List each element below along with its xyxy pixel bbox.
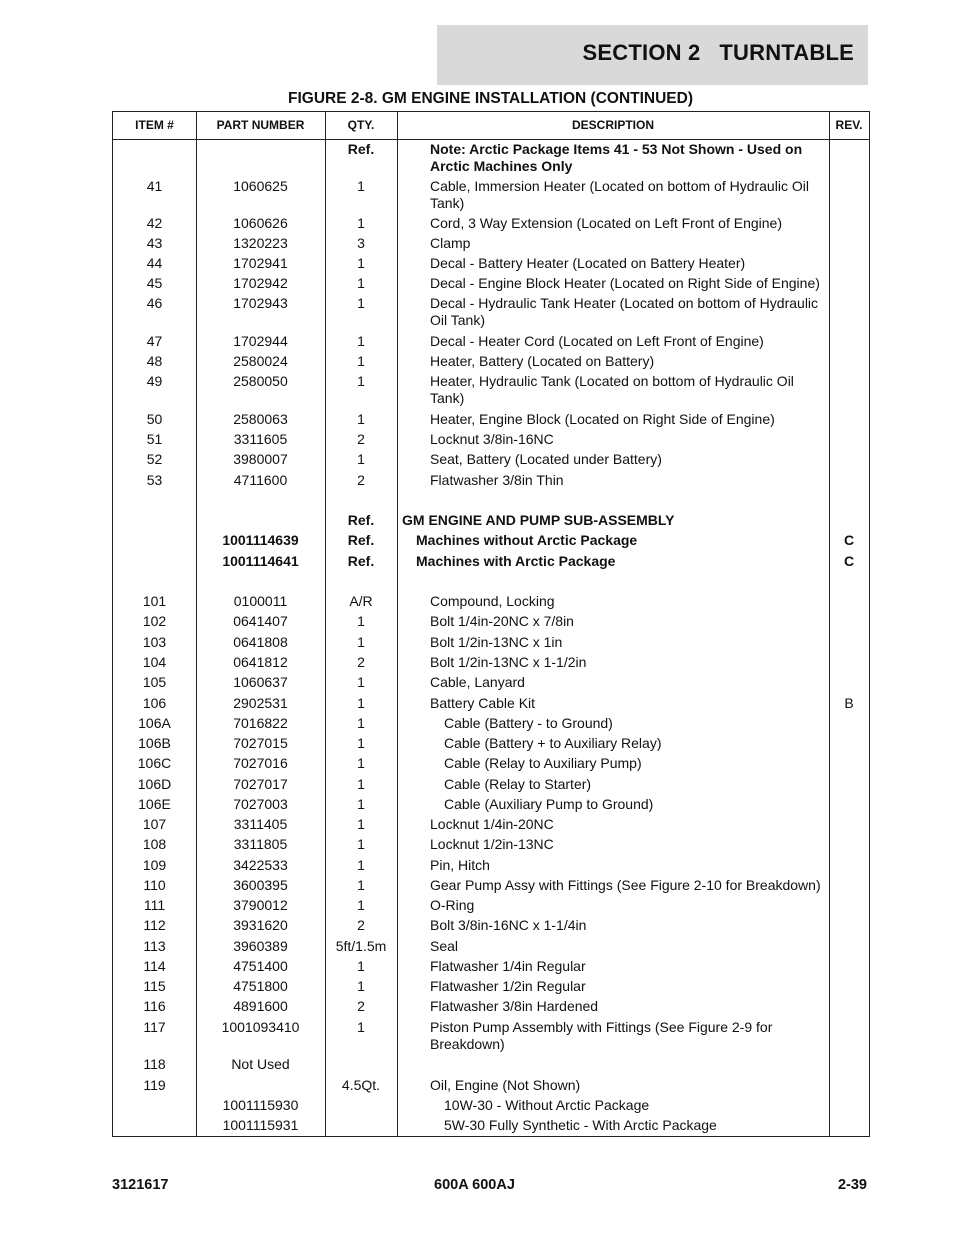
part-number-cell: 7027003 (233, 796, 288, 812)
quantity-cell: Ref. (347, 141, 375, 157)
quantity-cell: 1 (357, 857, 365, 873)
quantity-cell: 2 (357, 917, 365, 933)
description-cell: Cable (Relay to Starter) (444, 776, 592, 792)
description-cell: Machines without Arctic Package (416, 532, 638, 548)
description-cell: Heater, Battery (Located on Battery) (430, 353, 655, 369)
item-number-cell: 119 (143, 1077, 166, 1093)
item-number-cell: 44 (146, 255, 163, 271)
item-number-cell: 113 (143, 938, 166, 954)
item-number-cell: 109 (142, 857, 167, 873)
item-number-cell: 41 (146, 178, 163, 194)
part-number-cell: 7027015 (233, 735, 288, 751)
quantity-cell: 1 (357, 613, 365, 629)
part-number-cell: 1702943 (233, 295, 288, 311)
quantity-cell: 1 (357, 634, 365, 650)
item-number-cell: 107 (142, 816, 167, 832)
quantity-cell: 1 (357, 295, 365, 311)
item-number-cell: 110 (143, 877, 166, 893)
quantity-cell: 1 (357, 776, 365, 792)
part-number-cell: 2902531 (233, 695, 288, 711)
description-cell: Decal - Engine Block Heater (Located on Right Side of Engine) (430, 275, 820, 291)
part-number-cell: 1001115931 (222, 1117, 299, 1133)
item-number-cell: 106D (137, 776, 172, 792)
section-title: SECTION 2 TURNTABLE (582, 40, 854, 65)
description-cell: Bolt 1/2in-13NC x 1-1/2in (430, 654, 587, 670)
part-number-cell: 7027017 (233, 776, 288, 792)
quantity-cell: 4.5Qt. (341, 1077, 381, 1093)
item-number-cell: 102 (142, 613, 167, 629)
quantity-cell: 5ft/1.5m (335, 938, 387, 954)
description-cell: Bolt 1/4in-20NC x 7/8in (430, 613, 574, 629)
section-header (437, 25, 868, 85)
description-cell: Seal (430, 938, 459, 954)
part-number-cell: 1060626 (233, 215, 288, 231)
part-number-cell: 3600395 (233, 877, 288, 893)
item-number-cell: 52 (146, 451, 163, 467)
revision-cell: C (843, 532, 855, 548)
quantity-cell: 2 (357, 472, 365, 488)
item-number-cell: 115 (143, 978, 166, 994)
part-number-cell: 3422533 (233, 857, 288, 873)
item-number-cell: 106E (138, 796, 171, 812)
quantity-cell: Ref. (347, 553, 375, 569)
column-divider (829, 112, 830, 1136)
description-cell: Compound, Locking (430, 593, 555, 609)
item-number-cell: 53 (146, 472, 163, 488)
item-number-cell: 46 (146, 295, 163, 311)
item-number-cell: 43 (146, 235, 163, 251)
part-number-cell: 3931620 (233, 917, 288, 933)
quantity-cell: 2 (357, 654, 365, 670)
footer-doc-number: 3121617 (112, 1177, 169, 1193)
description-cell: Heater, Hydraulic Tank (Located on bottom of Hydraulic Oil Tank) (430, 373, 794, 406)
description-cell: Seat, Battery (Located under Battery) (430, 451, 662, 467)
description-cell: Piston Pump Assembly with Fittings (See Figure 2-9 for Breakdown) (430, 1019, 773, 1052)
part-number-cell: 4891600 (233, 998, 288, 1014)
description-cell: Locknut 1/2in-13NC (430, 836, 554, 852)
description-cell: Decal - Hydraulic Tank Heater (Located on bottom of Hydraulic Oil Tank) (430, 295, 819, 328)
part-number-cell: 1001115930 (222, 1097, 299, 1113)
part-number-cell: 3790012 (233, 897, 288, 913)
item-number-cell: 101 (142, 593, 167, 609)
part-number-cell: 2580024 (233, 353, 288, 369)
header-divider (113, 139, 869, 140)
part-number-cell: 1702942 (233, 275, 288, 291)
part-number-cell: 0641808 (233, 634, 288, 650)
header-rev: REV. (835, 118, 863, 132)
description-cell: Clamp (430, 235, 471, 251)
revision-cell: B (844, 695, 854, 711)
quantity-cell: 1 (357, 411, 365, 427)
part-number-cell: 7016822 (233, 715, 288, 731)
footer-model: 600A 600AJ (434, 1177, 515, 1193)
header-description: DESCRIPTION (571, 118, 654, 132)
part-number-cell: 1320223 (233, 235, 288, 251)
item-number-cell: 106 (142, 695, 167, 711)
description-cell: Bolt 3/8in-16NC x 1-1/4in (430, 917, 587, 933)
parts-table (112, 111, 870, 1137)
item-number-cell: 47 (146, 333, 163, 349)
quantity-cell: 1 (357, 451, 365, 467)
part-number-cell: 2580050 (233, 373, 288, 389)
quantity-cell: 1 (357, 836, 365, 852)
part-number-cell: 1001114641 (222, 553, 299, 569)
description-cell: Flatwasher 3/8in Hardened (430, 998, 599, 1014)
description-cell: Cable (Relay to Auxiliary Pump) (444, 755, 642, 771)
quantity-cell: 1 (357, 333, 365, 349)
part-number-cell: 3311405 (233, 816, 288, 832)
item-number-cell: 50 (146, 411, 163, 427)
item-number-cell: 116 (143, 998, 166, 1014)
description-cell: Flatwasher 1/2in Regular (430, 978, 586, 994)
description-cell: O-Ring (430, 897, 475, 913)
description-cell: Machines with Arctic Package (416, 553, 616, 569)
header-item: ITEM # (135, 118, 174, 132)
part-number-cell: 7027016 (233, 755, 288, 771)
description-cell: Cable, Lanyard (430, 674, 525, 690)
part-number-cell: 0641407 (233, 613, 288, 629)
item-number-cell: 42 (146, 215, 163, 231)
item-number-cell: 106C (137, 755, 172, 771)
item-number-cell: 118 (143, 1056, 166, 1072)
quantity-cell: 2 (357, 431, 365, 447)
part-number-cell: 1001114639 (222, 532, 299, 548)
description-cell: Bolt 1/2in-13NC x 1in (430, 634, 563, 650)
quantity-cell: 1 (357, 897, 365, 913)
description-cell: Note: Arctic Package Items 41 - 53 Not Shown - Used on Arctic Machines Only (430, 141, 803, 174)
part-number-cell: 4751400 (233, 958, 288, 974)
figure-title: FIGURE 2-8. GM ENGINE INSTALLATION (CONTINUED) (287, 90, 693, 107)
quantity-cell: 1 (357, 215, 365, 231)
quantity-cell: 1 (357, 715, 365, 731)
description-cell: Cable (Auxiliary Pump to Ground) (444, 796, 654, 812)
footer-page-number: 2-39 (837, 1177, 867, 1193)
quantity-cell: 1 (357, 674, 365, 690)
item-number-cell: 48 (146, 353, 163, 369)
part-number-cell: 4751800 (233, 978, 288, 994)
description-cell: Decal - Heater Cord (Located on Left Front of Engine) (430, 333, 764, 349)
item-number-cell: 114 (143, 958, 166, 974)
part-number-cell: 1702944 (233, 333, 288, 349)
quantity-cell: 1 (357, 178, 365, 194)
description-cell: Pin, Hitch (430, 857, 490, 873)
part-number-cell: 1001093410 (221, 1019, 300, 1035)
quantity-cell: 1 (357, 755, 365, 771)
quantity-cell: 1 (357, 877, 365, 893)
item-number-cell: 105 (142, 674, 167, 690)
quantity-cell: 1 (357, 958, 365, 974)
part-number-cell: 1702941 (233, 255, 288, 271)
description-cell: Cable (Battery - to Ground) (444, 715, 613, 731)
item-number-cell: 106B (138, 735, 171, 751)
quantity-cell: 1 (357, 695, 365, 711)
quantity-cell: 1 (357, 1019, 365, 1035)
description-cell: GM ENGINE AND PUMP SUB-ASSEMBLY (402, 512, 675, 528)
description-cell: 5W-30 Fully Synthetic - With Arctic Package (444, 1117, 717, 1133)
part-number-cell: 3960389 (233, 938, 288, 954)
description-cell: Locknut 3/8in-16NC (430, 431, 554, 447)
quantity-cell: 2 (357, 998, 365, 1014)
part-number-cell: 3980007 (233, 451, 288, 467)
header-part-number: PART NUMBER (216, 118, 305, 132)
item-number-cell: 112 (143, 917, 166, 933)
description-cell: Heater, Engine Block (Located on Right Side of Engine) (430, 411, 775, 427)
quantity-cell: 1 (357, 353, 365, 369)
quantity-cell: 1 (357, 255, 365, 271)
description-cell: Locknut 1/4in-20NC (430, 816, 554, 832)
part-number-cell: 1060637 (233, 674, 288, 690)
item-number-cell: 51 (146, 431, 163, 447)
item-number-cell: 104 (142, 654, 167, 670)
description-cell: Oil, Engine (Not Shown) (430, 1077, 581, 1093)
part-number-cell: 1060625 (233, 178, 288, 194)
description-cell: 10W-30 - Without Arctic Package (444, 1097, 650, 1113)
item-number-cell: 49 (146, 373, 163, 389)
quantity-cell: 3 (357, 235, 365, 251)
item-number-cell: 117 (143, 1019, 166, 1035)
quantity-cell: Ref. (347, 532, 375, 548)
quantity-cell: 1 (357, 735, 365, 751)
item-number-cell: 45 (146, 275, 163, 291)
revision-cell: C (843, 553, 855, 569)
description-cell: Flatwasher 1/4in Regular (430, 958, 586, 974)
item-number-cell: 103 (142, 634, 167, 650)
description-cell: Decal - Battery Heater (Located on Battery Heater) (430, 255, 746, 271)
part-number-cell: 4711600 (233, 472, 288, 488)
part-number-cell: 3311605 (233, 431, 288, 447)
quantity-cell: A/R (349, 593, 373, 609)
part-number-cell: 0641812 (233, 654, 288, 670)
quantity-cell: 1 (357, 796, 365, 812)
header-qty: QTY. (347, 118, 375, 132)
quantity-cell: 1 (357, 275, 365, 291)
description-cell: Flatwasher 3/8in Thin (430, 472, 564, 488)
quantity-cell: Ref. (347, 512, 375, 528)
description-cell: Cord, 3 Way Extension (Located on Left Front of Engine) (430, 215, 783, 231)
description-cell: Cable (Battery + to Auxiliary Relay) (444, 735, 662, 751)
part-number-cell: 3311805 (233, 836, 288, 852)
description-cell: Battery Cable Kit (430, 695, 536, 711)
part-number-cell: 0100011 (233, 593, 288, 609)
quantity-cell: 1 (357, 373, 365, 389)
part-number-cell: Not Used (231, 1056, 290, 1072)
item-number-cell: 106A (138, 715, 171, 731)
description-cell: Gear Pump Assy with Fittings (See Figure 2-10 for Breakdown) (430, 877, 821, 893)
item-number-cell: 108 (142, 836, 167, 852)
part-number-cell: 2580063 (233, 411, 288, 427)
description-cell: Cable, Immersion Heater (Located on bottom of Hydraulic Oil Tank) (430, 178, 809, 211)
item-number-cell: 111 (143, 897, 166, 913)
quantity-cell: 1 (357, 816, 365, 832)
quantity-cell: 1 (357, 978, 365, 994)
